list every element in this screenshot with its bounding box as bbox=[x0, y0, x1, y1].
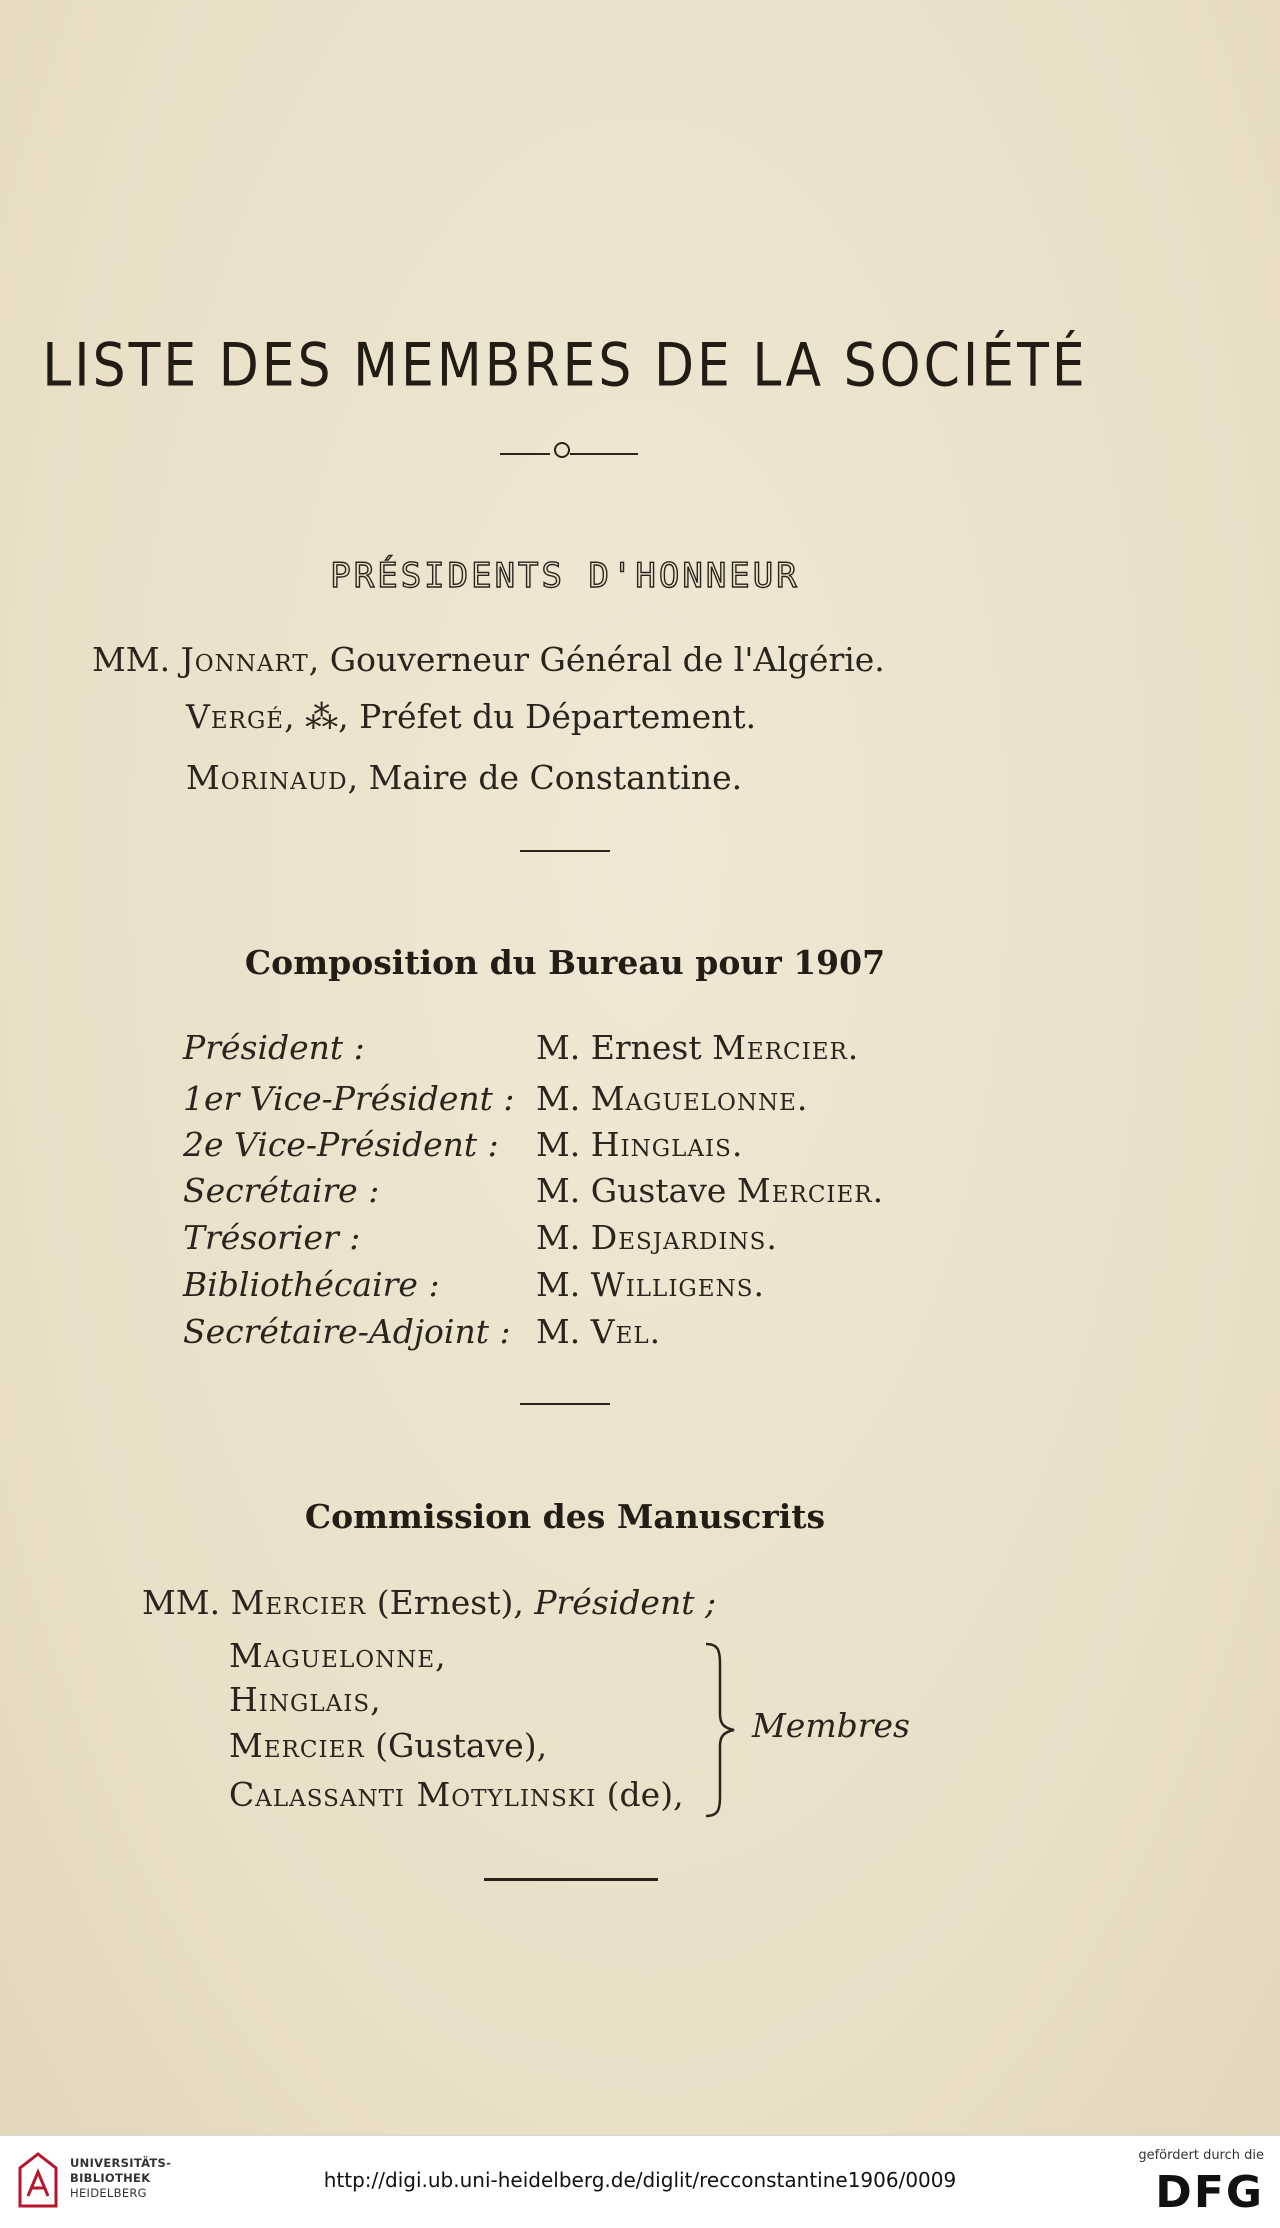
bureau-label: 2e Vice-Président : bbox=[183, 1125, 499, 1164]
bureau-value-prefix: M. Gustave bbox=[536, 1171, 737, 1210]
footer-bar bbox=[0, 2135, 1280, 2228]
bureau-value-prefix: M. bbox=[536, 1218, 591, 1257]
bureau-value-name: Desjardins. bbox=[590, 1218, 778, 1257]
honorary-line-3 bbox=[186, 758, 742, 797]
bureau-label: Trésorier : bbox=[183, 1218, 361, 1257]
bureau-value-name: Willigens. bbox=[590, 1265, 765, 1304]
commission-president-role: Président ; bbox=[534, 1583, 717, 1622]
honorary-presidents-heading: PRÉSIDENTS D'HONNEUR bbox=[330, 556, 800, 596]
honorary-prefix: MM. bbox=[92, 640, 181, 679]
source-url-link[interactable]: http://digi.ub.uni-heidelberg.de/diglit/recconstantine1906/0009 bbox=[323, 2168, 957, 2192]
bureau-label: 1er Vice-Président : bbox=[183, 1079, 515, 1118]
bureau-value-prefix: M. bbox=[536, 1125, 591, 1164]
honorary-rest: , Gouverneur Général de l'Algérie. bbox=[308, 640, 885, 679]
honorary-rest: , ⁂, Préfet du Département. bbox=[284, 697, 757, 736]
commission-member-name: Maguelonne bbox=[229, 1636, 436, 1675]
bureau-value-name: Mercier. bbox=[736, 1171, 885, 1210]
commission-member-rest: (Gustave), bbox=[364, 1726, 548, 1765]
library-name-line: BIBLIOTHEK bbox=[70, 2171, 151, 2185]
commission-member-rest: (de), bbox=[596, 1775, 684, 1814]
honorary-line-2 bbox=[186, 697, 756, 736]
bureau-value-name: Mercier. bbox=[712, 1028, 860, 1067]
bureau-label: Bibliothécaire : bbox=[183, 1265, 440, 1304]
honorary-rest: , Maire de Constantine. bbox=[347, 758, 743, 797]
commission-president-name: Mercier bbox=[230, 1583, 367, 1622]
commission-member-name: Calassanti Motylinski bbox=[229, 1775, 597, 1814]
sponsor-caption: gefördert durch die bbox=[1138, 2148, 1264, 2163]
bureau-value bbox=[536, 1218, 778, 1257]
commission-prefix: MM. bbox=[142, 1583, 231, 1622]
right-brace-icon bbox=[700, 1640, 740, 1820]
bureau-label: Président : bbox=[183, 1028, 365, 1067]
honorary-name: Vergé bbox=[186, 697, 285, 736]
honorary-line-1 bbox=[92, 640, 885, 679]
bureau-heading: Composition du Bureau pour 1907 bbox=[244, 943, 886, 982]
bureau-value-prefix: M. bbox=[536, 1079, 591, 1118]
commission-member-3 bbox=[229, 1726, 547, 1765]
bureau-value bbox=[536, 1171, 884, 1210]
commission-member-2 bbox=[229, 1680, 381, 1719]
commission-member-name: Mercier bbox=[229, 1726, 365, 1765]
commission-member-rest: , bbox=[435, 1636, 446, 1675]
bureau-value bbox=[536, 1079, 808, 1118]
commission-members-label: Membres bbox=[752, 1706, 910, 1745]
library-name bbox=[70, 2156, 171, 2201]
bureau-value bbox=[536, 1028, 859, 1067]
dfg-logo: DFG bbox=[1155, 2167, 1264, 2218]
commission-member-name: Hinglais bbox=[229, 1680, 371, 1719]
bureau-value-name: Maguelonne. bbox=[590, 1079, 809, 1118]
bureau-value bbox=[536, 1265, 765, 1304]
bureau-label: Secrétaire-Adjoint : bbox=[183, 1312, 511, 1351]
bureau-value-name: Hinglais. bbox=[590, 1125, 744, 1164]
commission-heading: Commission des Manuscrits bbox=[304, 1497, 826, 1536]
honorary-name: Morinaud bbox=[186, 758, 348, 797]
title-rule-right bbox=[570, 453, 638, 455]
bureau-label: Secrétaire : bbox=[183, 1171, 380, 1210]
bureau-value-prefix: M. bbox=[536, 1265, 591, 1304]
commission-member-1 bbox=[229, 1636, 446, 1675]
bureau-value bbox=[536, 1125, 743, 1164]
honorary-name: Jonnart bbox=[180, 640, 309, 679]
bureau-value bbox=[536, 1312, 661, 1351]
section-divider-1 bbox=[520, 850, 610, 852]
section-divider-2 bbox=[520, 1403, 610, 1405]
university-library-logo-icon bbox=[14, 2150, 62, 2210]
commission-member-4 bbox=[229, 1775, 684, 1814]
commission-president-rest: (Ernest), bbox=[366, 1583, 535, 1622]
bureau-value-prefix: M. Ernest bbox=[536, 1028, 713, 1067]
commission-member-rest: , bbox=[370, 1680, 381, 1719]
bureau-value-name: Vel. bbox=[590, 1312, 662, 1351]
library-name-line: UNIVERSITÄTS- bbox=[70, 2156, 172, 2170]
closing-rule bbox=[484, 1878, 658, 1881]
title-ornament bbox=[554, 442, 570, 458]
commission-president-line bbox=[142, 1583, 716, 1622]
page-title: LISTE DES MEMBRES DE LA SOCIÉTÉ bbox=[42, 331, 1088, 401]
title-rule-left bbox=[500, 453, 550, 455]
library-name-line: HEIDELBERG bbox=[70, 2186, 147, 2200]
bureau-value-prefix: M. bbox=[536, 1312, 591, 1351]
